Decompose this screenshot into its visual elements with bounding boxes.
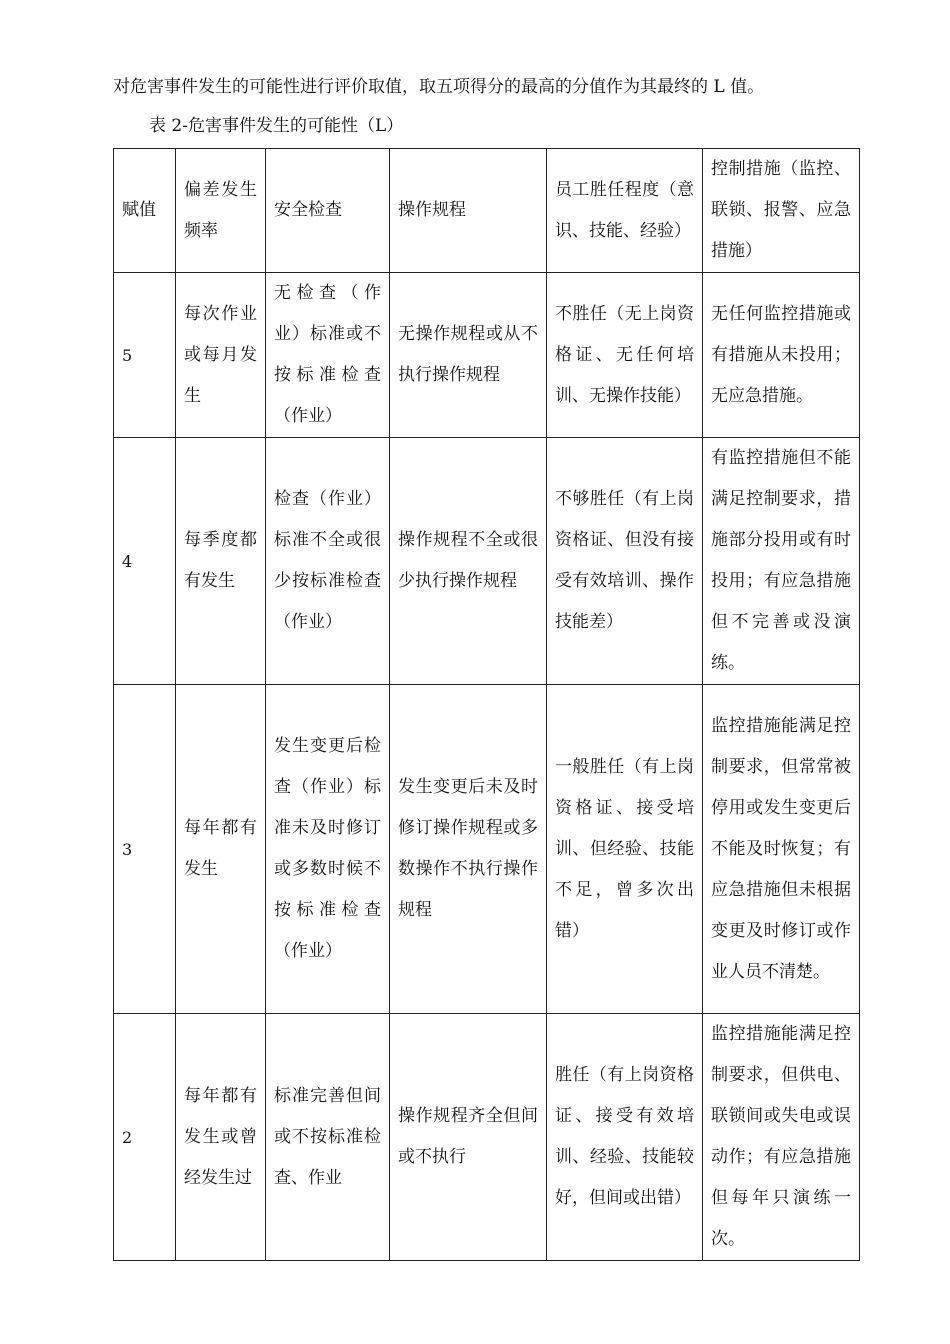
competence-cell: 不够胜任（有上岗资格证、但没有接受有效培训、操作技能差） [547,438,703,685]
procedure-cell: 发生变更后未及时修订操作规程或多数操作不执行操作规程 [390,685,547,1014]
frequency-cell: 每年都有发生 [176,685,266,1014]
table-header-row [114,149,860,273]
control-cell: 有监控措施但不能满足控制要求，措施部分投用或有时投用；有应急措施但不完善或没演练。 [703,438,860,685]
procedure-cell: 操作规程齐全但间或不执行 [390,1014,547,1261]
table-row [114,273,860,438]
header-procedure: 操作规程 [390,149,547,273]
score-cell: 3 [114,685,176,1014]
inspection-cell: 标准完善但间或不按标准检查、作业 [266,1014,390,1261]
table-row [114,438,860,685]
score-cell: 2 [114,1014,176,1261]
intro-paragraph: 对危害事件发生的可能性进行评价取值，取五项得分的最高的分值作为其最终的 L 值。 [113,77,765,97]
inspection-cell: 发生变更后检查（作业）标准未及时修订或多数时候不按标准检查（作业） [266,685,390,1014]
control-cell: 监控措施能满足控制要求，但常常被停用或发生变更后不能及时恢复；有应急措施但未根据变更及时修订或作业人员不清楚。 [703,685,860,1014]
competence-cell: 不胜任（无上岗资格证、无任何培训、无操作技能） [547,273,703,438]
header-score: 赋值 [114,149,176,273]
inspection-cell: 无检查（作业）标准或不按标准检查（作业） [266,273,390,438]
header-inspection: 安全检查 [266,149,390,273]
header-frequency: 偏差发生频率 [176,149,266,273]
frequency-cell: 每季度都有发生 [176,438,266,685]
inspection-cell: 检查（作业）标准不全或很少按标准检查（作业） [266,438,390,685]
table-row [114,1014,860,1261]
header-control: 控制措施（监控、联锁、报警、应急措施） [703,149,860,273]
table-row [114,685,860,1014]
likelihood-table [113,148,860,1261]
procedure-cell: 操作规程不全或很少执行操作规程 [390,438,547,685]
table-caption: 表 2-危害事件发生的可能性（L） [149,116,404,136]
score-cell: 5 [114,273,176,438]
frequency-cell: 每次作业或每月发生 [176,273,266,438]
score-cell: 4 [114,438,176,685]
control-cell: 监控措施能满足控制要求，但供电、联锁间或失电或误动作；有应急措施但每年只演练一次。 [703,1014,860,1261]
competence-cell: 一般胜任（有上岗资格证、接受培训、但经验、技能不足，曾多次出错） [547,685,703,1014]
header-competence: 员工胜任程度（意识、技能、经验） [547,149,703,273]
competence-cell: 胜任（有上岗资格证、接受有效培训、经验、技能较好，但间或出错） [547,1014,703,1261]
control-cell: 无任何监控措施或有措施从未投用；无应急措施。 [703,273,860,438]
procedure-cell: 无操作规程或从不执行操作规程 [390,273,547,438]
frequency-cell: 每年都有发生或曾经发生过 [176,1014,266,1261]
